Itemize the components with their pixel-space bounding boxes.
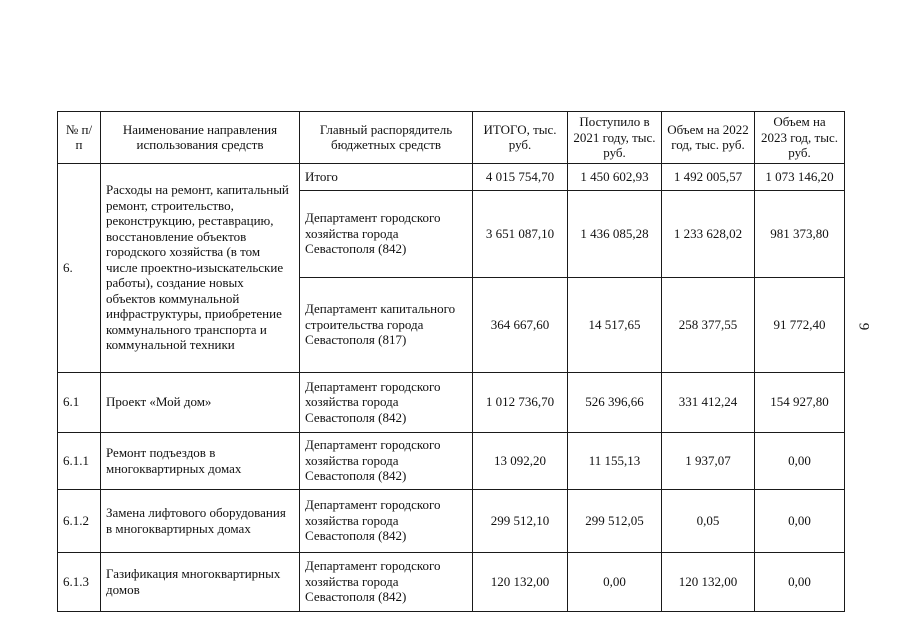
row-volume-2023: 0,00 (755, 489, 845, 552)
row-volume-2022: 0,05 (662, 489, 755, 552)
row-total: 364 667,60 (473, 277, 568, 372)
header-received-2021: Поступило в 2021 году, тыс. руб. (568, 112, 662, 164)
row-number: 6.1.2 (58, 489, 101, 552)
row-volume-2023: 91 772,40 (755, 277, 845, 372)
row-volume-2023: 154 927,80 (755, 372, 845, 432)
row-volume-2023: 1 073 146,20 (755, 163, 845, 190)
header-number: № п/п (58, 112, 101, 164)
row-number: 6.1 (58, 372, 101, 432)
row-direction: Расходы на ремонт, капитальный ремонт, строительство, реконструкцию, реставрацию, восстановление объектов городского хозяйства (в том числе проектно-изыскательские работы), создание новых объектов коммунальной инфраструктуры, приобретение коммунального транспорта и коммунальной техники (101, 163, 300, 372)
header-direction: Наименование направления использования средств (101, 112, 300, 164)
row-direction: Проект «Мой дом» (101, 372, 300, 432)
row-received-2021: 11 155,13 (568, 432, 662, 489)
row-total: 4 015 754,70 (473, 163, 568, 190)
row-total: 3 651 087,10 (473, 190, 568, 277)
row-number: 6.1.1 (58, 432, 101, 489)
table-header-row (58, 112, 845, 164)
row-direction: Ремонт подъездов в многоквартирных домах (101, 432, 300, 489)
row-received-2021: 0,00 (568, 552, 662, 611)
row-administrator: Департамент городского хозяйства города Севастополя (842) (300, 190, 473, 277)
row-administrator: Департамент городского хозяйства города Севастополя (842) (300, 489, 473, 552)
row-number: 6. (58, 163, 101, 372)
table-row (58, 489, 845, 552)
row-volume-2022: 1 492 005,57 (662, 163, 755, 190)
row-received-2021: 526 396,66 (568, 372, 662, 432)
budget-table (57, 111, 845, 612)
row-total: 13 092,20 (473, 432, 568, 489)
table-row (58, 163, 845, 190)
row-number: 6.1.3 (58, 552, 101, 611)
header-total: ИТОГО, тыс. руб. (473, 112, 568, 164)
header-volume-2022: Объем на 2022 год, тыс. руб. (662, 112, 755, 164)
row-volume-2022: 1 937,07 (662, 432, 755, 489)
row-received-2021: 1 450 602,93 (568, 163, 662, 190)
row-volume-2023: 0,00 (755, 552, 845, 611)
header-volume-2023: Объем на 2023 год, тыс. руб. (755, 112, 845, 164)
row-administrator: Департамент городского хозяйства города Севастополя (842) (300, 372, 473, 432)
table-row (58, 372, 845, 432)
row-administrator: Департамент городского хозяйства города Севастополя (842) (300, 432, 473, 489)
row-volume-2023: 981 373,80 (755, 190, 845, 277)
row-direction: Газификация многоквартирных домов (101, 552, 300, 611)
row-volume-2023: 0,00 (755, 432, 845, 489)
row-total: 1 012 736,70 (473, 372, 568, 432)
row-administrator: Итого (300, 163, 473, 190)
table-row (58, 552, 845, 611)
row-received-2021: 1 436 085,28 (568, 190, 662, 277)
row-administrator: Департамент городского хозяйства города Севастополя (842) (300, 552, 473, 611)
row-total: 120 132,00 (473, 552, 568, 611)
row-administrator: Департамент капитального строительства города Севастополя (817) (300, 277, 473, 372)
row-volume-2022: 258 377,55 (662, 277, 755, 372)
row-direction: Замена лифтового оборудования в многоквартирных домах (101, 489, 300, 552)
row-volume-2022: 1 233 628,02 (662, 190, 755, 277)
row-volume-2022: 331 412,24 (662, 372, 755, 432)
row-volume-2022: 120 132,00 (662, 552, 755, 611)
page-number: 9 (855, 322, 872, 331)
row-received-2021: 299 512,05 (568, 489, 662, 552)
row-received-2021: 14 517,65 (568, 277, 662, 372)
table-row (58, 432, 845, 489)
header-administrator: Главный распорядитель бюджетных средств (300, 112, 473, 164)
row-total: 299 512,10 (473, 489, 568, 552)
